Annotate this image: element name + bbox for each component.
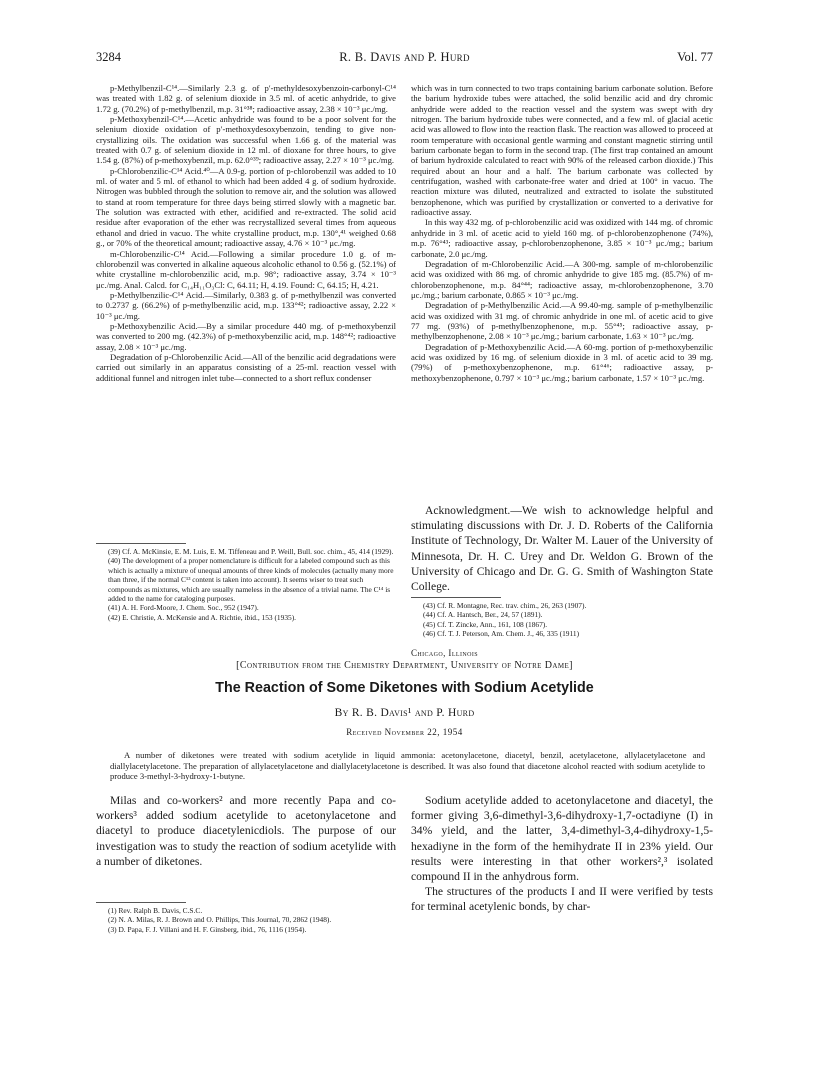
running-header (96, 50, 713, 66)
footnote: (43) Cf. R. Montagne, Rec. trav. chim., 26, 263 (1907). (423, 601, 587, 610)
paragraph: The structures of the products I and II were verified by tests for terminal acetylenic bonds, by char- (411, 885, 713, 914)
paragraph: Degradation of p-Chlorobenzilic Acid.—All of the benzilic acid degradations were carried out similarly in an apparatus consisting of a 25-ml. reaction vessel with additional funnel and nitrogen inlet tube—connected to a short reflux condenser (96, 351, 396, 383)
paragraph: Sodium acetylide added to acetonylacetone and diacetyl, the former giving 3,6-dimethyl-3,6-dihydroxy-1,7-octadiyne (I) in 34% yield, and the latter, 3,4-dimethyl-3,4-dihydroxy-1,5-hexadiyne in the form of the hemihydrate II in 23% yield. Our results were interesting in that other workers²,³ isolated compound II in the anhydrous form. (411, 794, 713, 884)
paragraph: Degradation of p-Methoxybenzilic Acid.—A 60-mg. portion of p-methoxybenzilic acid was oxidized by 16 mg. of selenium dioxide in 3 ml. of acetic acid to 39 mg. (79%) of p-methoxybenzophenone, m.p. 61°⁴⁶; radioactive assay, p-methoxybenzophenone, 0.797 × 10⁻³ μc./mg.; barium carbonate, 1.57 × 10⁻³ μc./mg. (411, 341, 713, 383)
paragraph: p-Methylbenzilic-C¹⁴ Acid.—Similarly, 0.383 g. of p-methylbenzil was converted to 0.2737 g. (66.2%) of p-methylbenzilic acid, m.p. 133°⁴²; radioactive assay, 2.22 × 10⁻³ μc./mg. (96, 289, 396, 321)
paragraph: m-Chlorobenzilic-C¹⁴ Acid.—Following a similar procedure 1.0 g. of m-chlorobenzil was converted in alkaline aqueous alcoholic ethanol to 0.56 g. (52.1%) of white crystalline m-chlorobenzilic acid, m.p. 98°; radioactive assay, 3.74 × 10⁻³ μc./mg. Anal. Calcd. for C₁₄H₁₁O₃Cl: C, 64.11; H, 4.19. Found: C, 64.15; H, 4.21. (96, 248, 396, 290)
footnote: (39) Cf. A. McKinsie, E. M. Luis, E. M. Tiffeneau and P. Weill, Bull. soc. chim., 45, 414 (1929). (108, 547, 394, 556)
paragraph: which was in turn connected to two traps containing barium carbonate solution. Before the barium hydroxide tubes were attached, the solid benzilic acid and dry chromic anhydride were added to the reaction vessel and the system was swept with dry nitrogen. The barium hydroxide tubes were connected, and a few ml. of glacial acetic acid was allowed to flow into the reaction flask. The reaction was allowed to proceed at room temperature with occasional gentle warming and constant magnetic stirring until barium carbonate began to form in the second trap. (The first trap contained an amount of barium hydroxide calculated to react with 90% of the released carbon dioxide.) This required about an hour and a half. The barium carbonate was collected by centrifugation, washed with carbonate-free water and dried at 100° in vacuo. The reaction mixture was diluted, neutralized and extracted to isolate the substituted benzophenone, which was purified by crystallization or converted to a derivative for radioactive assay. (411, 83, 713, 218)
volume-label: Vol. 77 (677, 50, 713, 64)
footnote: (42) E. Christie, A. McKensie and A. Richtie, ibid., 153 (1935). (108, 612, 297, 622)
paragraph: Degradation of m-Chlorobenzilic Acid.—A 300-mg. sample of m-chlorobenzilic acid was oxidized with 86 mg. of chromic anhydride to give 185 mg. (85.7%) of m-chlorobenzophenone, m.p. 84°⁴⁴; radioactive assay, m-chlorobenzophenone, 3.70 μc./mg.; barium carbonate, 0.865 × 10⁻³ μc./mg. (411, 258, 713, 300)
paragraph: p-Chlorobenzilic-C¹⁴ Acid.⁴⁰—A 0.9-g. portion of p-chlorobenzil was added to 10 ml. of water and 5 ml. of ethanol to which had been added 4 g. of sodium hydroxide. Nitrogen was bubbled through the solution to remove air, and the solution was allowed to stand at room temperature for three days being stirred slowly with a magnetic bar. The solution was extracted with ether, acidified and re-extracted. The solid acid residue after evaporation of the ether was recrystallized several times from aqueous ethanol and dried in vacuo. The white crystalline product, m.p. 130°,⁴¹ weighed 0.68 g., or 70% of the theoretical amount; radioactive assay, 4.76 × 10⁻³ μc./mg. (96, 165, 396, 249)
footnote: (2) N. A. Milas, R. J. Brown and O. Phillips, This Journal, 70, 2862 (1948). (108, 915, 332, 925)
acknowledgment-text: Acknowledgment.—We wish to acknowledge helpful and stimulating discussions with Dr. J. D. Roberts of the California Institute of Technology, Dr. Walter M. Lauer of the University of Minnesota, Dr. H. C. Urey and Dr. Weldon G. Brown of the University of Chicago and Dr. G. G. Smith of Washington State College. (411, 504, 713, 594)
paragraph: p-Methoxybenzilic Acid.—By a similar procedure 440 mg. of p-methoxybenzil was converted to 200 mg. (42.3%) of p-methoxybenzilic acid, m.p. 148°⁴²; radioactive assay, 2.08 × 10⁻³ μc./mg. (96, 320, 396, 352)
right-column-text (411, 83, 713, 383)
location: Chicago, Illinois (411, 648, 478, 658)
article-right-column (411, 793, 713, 915)
paragraph: In this way 432 mg. of p-chlorobenzilic acid was oxidized with 144 mg. of chromic anhydride in 3 ml. of acetic acid to yield 160 mg. of p-chlorobenzophenone (74%), m.p. 76°⁴³; radioactive assay, p-chlorobenzophenone, 3.85 × 10⁻³ μc./mg.; barium carbonate, 2.0 μc./mg. (411, 217, 713, 259)
received-date: Received November 22, 1954 (346, 727, 463, 737)
footnote: (40) The development of a proper nomenclature is difficult for a labeled compound such as this which is actually a mixture of unequal amounts of three kinds of molecules (actually many more than three, if the normal C¹³ content is taken into account). It seems wiser to treat such compounds as mixtures, which are usually nameless in the absence of a trivial name. The C¹⁴ is added to the name for cataloging purposes. (108, 556, 394, 604)
article-title: The Reaction of Some Diketones with Sodium Acetylide (215, 680, 594, 696)
contribution-line: [Contribution from the Chemistry Department, University of Notre Dame] (236, 660, 573, 671)
abstract (110, 750, 705, 782)
running-title: R. B. Davis and P. Hurd (339, 50, 470, 64)
abstract-text: A number of diketones were treated with sodium acetylide in liquid ammonia: acetonylacetone, diacetyl, benzil, acetylacetone, allylacetylacetone and diallylacetylacetone. The preparation of allylacetylacetone and diallylacetylacetone is described. It was also found that diacetone alcohol reacted with sodium acetylide to produce 3-methyl-3-hydroxy-1-butyne. (110, 750, 705, 782)
footnote: (44) Cf. A. Hantsch, Ber., 24, 57 (1891). (423, 610, 543, 620)
article-left-column (96, 793, 396, 869)
footnote: (41) A. H. Ford-Moore, J. Chem. Soc., 952 (1947). (108, 603, 259, 613)
right-footnotes (423, 601, 713, 639)
paragraph: Milas and co-workers² and more recently Papa and co-workers³ added sodium acetylide to acetonylacetone and diacetyl to produce diacetylenicdiols. The purpose of our investigation was to study the reaction of sodium acetylide with a number of diketones. (96, 794, 396, 868)
footnote-divider (411, 597, 501, 598)
footnote-divider (96, 902, 186, 903)
paragraph: Degradation of p-Methylbenzilic Acid.—A 99.40-mg. sample of p-methylbenzilic acid was oxidized with 31 mg. of chromic anhydride in one ml. of acetic acid to give 77 mg. (93%) of p-methylbenzophenone, m.p. 55°⁴⁵; radioactive assay, p-methylbenzophenone, 2.08 × 10⁻³ μc./mg.; barium carbonate, 1.63 × 10⁻³ μc./mg. (411, 300, 713, 342)
paragraph: p-Methoxybenzil-C¹⁴.—Acetic anhydride was found to be a poor solvent for the selenium dioxide oxidation of p′-methoxydesoxybenzoin, tending to give non-crystallizing oils. The oxidation was successful when 1.66 g. of the material was treated with 0.7 g. of selenium dioxide in 12 ml. of dioxane for three hours, to give 1.54 g. (87%) of p-methoxybenzil, m.p. 62.0°³⁹; radioactive assay, 2.27 × 10⁻³ μc./mg. (96, 114, 396, 166)
article-footnotes (108, 906, 396, 934)
footnote-divider (96, 543, 186, 544)
article-authors: By R. B. Davis¹ and P. Hurd (334, 707, 475, 719)
paragraph: p-Methylbenzil-C¹⁴.—Similarly 2.3 g. of p′-methyldesoxybenzoin-carbonyl-C¹⁴ was treated with 1.82 g. of selenium dioxide in 3.5 ml. of acetic anhydride, to give 1.72 g. (70.2%) of p-methylbenzil, m.p. 31°³⁸; radioactive assay, 2.38 × 10⁻³ μc./mg. (96, 83, 396, 114)
left-footnotes (108, 547, 396, 622)
footnote: (46) Cf. T. J. Peterson, Am. Chem. J., 46, 335 (1911) (423, 629, 580, 639)
page-number: 3284 (96, 50, 121, 64)
footnote: (1) Rev. Ralph B. Davis, C.S.C. (108, 906, 203, 915)
left-column-text (96, 83, 396, 383)
acknowledgment (411, 503, 713, 594)
footnote: (3) D. Papa, F. J. Villani and H. F. Ginsberg, ibid., 76, 1116 (1954). (108, 924, 307, 934)
footnote: (45) Cf. T. Zincke, Ann., 161, 108 (1867). (423, 619, 548, 629)
